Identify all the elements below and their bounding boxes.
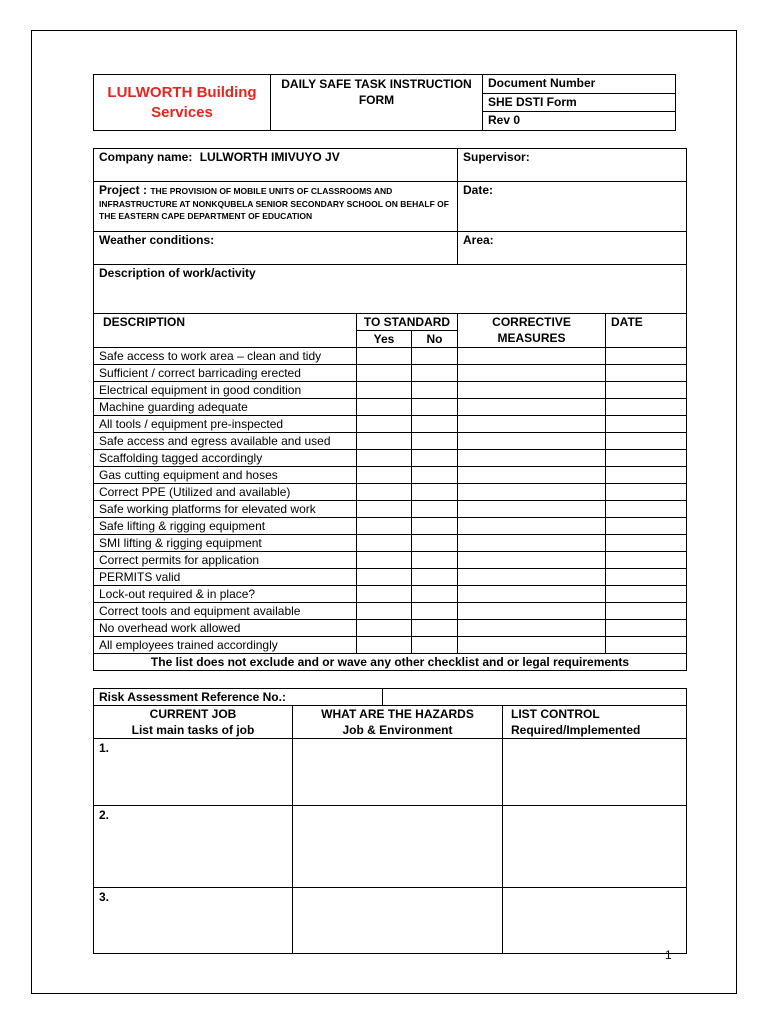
checklist-item-label: Sufficient / correct barricading erected: [94, 365, 357, 382]
date-cell[interactable]: [606, 637, 687, 654]
checklist-row: [94, 552, 687, 569]
date-cell[interactable]: [606, 433, 687, 450]
yes-cell[interactable]: [357, 365, 412, 382]
date-cell[interactable]: [606, 348, 687, 365]
checklist-row: [94, 501, 687, 518]
checklist-row: [94, 433, 687, 450]
company-value: LULWORTH IMIVUYO JV: [199, 150, 340, 164]
no-cell[interactable]: [412, 535, 458, 552]
risk-assessment-table: [93, 688, 687, 954]
corrective-measures-cell[interactable]: [458, 603, 606, 620]
checklist-row: [94, 603, 687, 620]
checklist-row: [94, 416, 687, 433]
checklist-row: [94, 399, 687, 416]
project-cell: [94, 182, 458, 232]
description-field[interactable]: [94, 265, 687, 314]
corrective-measures-cell[interactable]: [458, 552, 606, 569]
date-cell[interactable]: [606, 382, 687, 399]
corrective-measures-cell[interactable]: [458, 416, 606, 433]
no-cell[interactable]: [412, 450, 458, 467]
corrective-measures-cell[interactable]: [458, 535, 606, 552]
yes-cell[interactable]: [357, 620, 412, 637]
corrective-measures-cell[interactable]: [458, 467, 606, 484]
checklist-row: [94, 467, 687, 484]
yes-cell[interactable]: [357, 399, 412, 416]
no-cell[interactable]: [412, 518, 458, 535]
risk-reference-label: Risk Assessment Reference No.:: [94, 689, 383, 706]
checklist-item-label: Safe access to work area – clean and tidy: [94, 348, 357, 365]
checklist-item-label: Machine guarding adequate: [94, 399, 357, 416]
checklist-item-label: SMI lifting & rigging equipment: [94, 535, 357, 552]
checklist-row: [94, 620, 687, 637]
weather-label: Weather conditions:: [99, 233, 215, 247]
current-job-sub: List main tasks of job: [131, 723, 255, 737]
yes-cell[interactable]: [357, 501, 412, 518]
checklist-item-label: PERMITS valid: [94, 569, 357, 586]
revision: Rev 0: [483, 112, 676, 131]
checklist-row: [94, 382, 687, 399]
no-cell[interactable]: [412, 399, 458, 416]
yes-cell[interactable]: [357, 552, 412, 569]
form-title: DAILY SAFE TASK INSTRUCTION FORM: [271, 75, 483, 131]
risk-reference-field[interactable]: [383, 689, 687, 706]
date-cell[interactable]: [606, 484, 687, 501]
job-task-field[interactable]: [94, 806, 293, 888]
checklist-item-label: Correct permits for application: [94, 552, 357, 569]
checklist-row: [94, 535, 687, 552]
checklist-item-label: Safe lifting & rigging equipment: [94, 518, 357, 535]
hazard-field[interactable]: [293, 806, 503, 888]
yes-cell[interactable]: [357, 416, 412, 433]
col-header-date: DATE: [606, 314, 687, 348]
date-cell[interactable]: [606, 501, 687, 518]
date-cell[interactable]: [606, 416, 687, 433]
date-cell[interactable]: [606, 603, 687, 620]
col-header-description: DESCRIPTION: [94, 314, 357, 348]
date-cell[interactable]: [606, 586, 687, 603]
no-cell[interactable]: [412, 484, 458, 501]
no-cell[interactable]: [412, 586, 458, 603]
job-task-field[interactable]: [94, 888, 293, 954]
date-cell[interactable]: [606, 569, 687, 586]
form-code: SHE DSTI Form: [483, 93, 676, 112]
date-cell[interactable]: [606, 399, 687, 416]
date-cell[interactable]: [606, 552, 687, 569]
col-current-job: [94, 706, 293, 739]
col-header-yes: Yes: [357, 331, 412, 348]
checklist-item-label: Lock-out required & in place?: [94, 586, 357, 603]
corrective-measures-cell[interactable]: [458, 501, 606, 518]
current-job-title: CURRENT JOB: [149, 707, 237, 721]
no-cell[interactable]: [412, 467, 458, 484]
checklist-item-label: Correct PPE (Utilized and available): [94, 484, 357, 501]
date-cell[interactable]: [606, 365, 687, 382]
page-number: 1: [665, 948, 672, 962]
col-header-no: No: [412, 331, 458, 348]
description-label: Description of work/activity: [99, 266, 256, 280]
no-cell[interactable]: [412, 569, 458, 586]
checklist-item-label: Scaffolding tagged accordingly: [94, 450, 357, 467]
corrective-measures-cell[interactable]: [458, 620, 606, 637]
checklist-table: [93, 148, 687, 671]
checklist-row: [94, 586, 687, 603]
hazards-title: WHAT ARE THE HAZARDS: [321, 707, 474, 721]
document-header: [93, 74, 676, 131]
checklist-item-label: All tools / equipment pre-inspected: [94, 416, 357, 433]
no-cell[interactable]: [412, 637, 458, 654]
checklist-rows: [94, 348, 687, 654]
yes-cell[interactable]: [357, 518, 412, 535]
supervisor-field[interactable]: [458, 149, 687, 182]
checklist-row: [94, 365, 687, 382]
no-cell[interactable]: [412, 348, 458, 365]
area-field[interactable]: [458, 232, 687, 265]
corrective-measures-cell[interactable]: [458, 569, 606, 586]
checklist-item-label: Safe access and egress available and used: [94, 433, 357, 450]
corrective-measures-cell[interactable]: [458, 450, 606, 467]
col-header-corrective-measures: CORRECTIVE MEASURES: [458, 314, 606, 348]
yes-cell[interactable]: [357, 450, 412, 467]
supervisor-label: Supervisor:: [463, 150, 530, 164]
date-field[interactable]: [458, 182, 687, 232]
corrective-measures-cell[interactable]: [458, 433, 606, 450]
col-list-control: [503, 706, 687, 739]
corrective-measures-cell[interactable]: [458, 348, 606, 365]
yes-cell[interactable]: [357, 603, 412, 620]
row-number: 3.: [99, 890, 110, 904]
date-cell[interactable]: [606, 535, 687, 552]
list-control-sub: Required/Implemented: [511, 723, 641, 737]
yes-cell[interactable]: [357, 569, 412, 586]
yes-cell[interactable]: [357, 637, 412, 654]
document-number-label: Document Number: [483, 75, 676, 94]
yes-cell[interactable]: [357, 433, 412, 450]
no-cell[interactable]: [412, 552, 458, 569]
date-cell[interactable]: [606, 620, 687, 637]
control-field[interactable]: [503, 806, 687, 888]
company-brand: LULWORTH Building Services: [94, 75, 271, 131]
date-cell[interactable]: [606, 450, 687, 467]
no-cell[interactable]: [412, 501, 458, 518]
checklist-item-label: All employees trained accordingly: [94, 637, 357, 654]
corrective-measures-cell[interactable]: [458, 399, 606, 416]
yes-cell[interactable]: [357, 484, 412, 501]
hazard-field[interactable]: [293, 739, 503, 806]
project-value: THE PROVISION OF MOBILE UNITS OF CLASSROOMS AND INFRASTRUCTURE AT NONKQUBELA SENIOR SECONDARY SCHOOL ON BEHALF OF THE EASTERN CAPE DEPARTMENT OF EDUCATION: [99, 186, 449, 221]
list-control-title: LIST CONTROL: [511, 707, 600, 721]
no-cell[interactable]: [412, 382, 458, 399]
hazard-field[interactable]: [293, 888, 503, 954]
corrective-measures-cell[interactable]: [458, 484, 606, 501]
yes-cell[interactable]: [357, 586, 412, 603]
no-cell[interactable]: [412, 416, 458, 433]
checklist-item-label: Gas cutting equipment and hoses: [94, 467, 357, 484]
yes-cell[interactable]: [357, 382, 412, 399]
col-hazards: [293, 706, 503, 739]
company-cell: [94, 149, 458, 182]
checklist-row: [94, 518, 687, 535]
control-field[interactable]: [503, 739, 687, 806]
col-header-to-standard: TO STANDARD: [357, 314, 458, 331]
row-number: 2.: [99, 808, 110, 822]
checklist-item-label: Correct tools and equipment available: [94, 603, 357, 620]
corrective-measures-cell[interactable]: [458, 365, 606, 382]
corrective-measures-cell[interactable]: [458, 586, 606, 603]
no-cell[interactable]: [412, 603, 458, 620]
corrective-measures-cell[interactable]: [458, 637, 606, 654]
checklist-row: [94, 348, 687, 365]
yes-cell[interactable]: [357, 467, 412, 484]
checklist-row: [94, 569, 687, 586]
disclaimer: The list does not exclude and or wave any other checklist and or legal requirements: [94, 654, 687, 671]
checklist-row: [94, 484, 687, 501]
job-task-field[interactable]: [94, 739, 293, 806]
area-label: Area:: [463, 233, 494, 247]
control-field[interactable]: [503, 888, 687, 954]
company-label: Company name:: [99, 150, 193, 164]
no-cell[interactable]: [412, 620, 458, 637]
project-label: Project :: [99, 183, 148, 197]
checklist-item-label: Electrical equipment in good condition: [94, 382, 357, 399]
checklist-item-label: Safe working platforms for elevated work: [94, 501, 357, 518]
weather-field[interactable]: [94, 232, 458, 265]
corrective-measures-cell[interactable]: [458, 518, 606, 535]
checklist-item-label: No overhead work allowed: [94, 620, 357, 637]
no-cell[interactable]: [412, 365, 458, 382]
yes-cell[interactable]: [357, 535, 412, 552]
yes-cell[interactable]: [357, 348, 412, 365]
checklist-row: [94, 450, 687, 467]
date-cell[interactable]: [606, 518, 687, 535]
corrective-measures-cell[interactable]: [458, 382, 606, 399]
no-cell[interactable]: [412, 433, 458, 450]
hazards-sub: Job & Environment: [342, 723, 453, 737]
date-cell[interactable]: [606, 467, 687, 484]
row-number: 1.: [99, 741, 110, 755]
date-label: Date:: [463, 183, 494, 197]
checklist-row: [94, 637, 687, 654]
